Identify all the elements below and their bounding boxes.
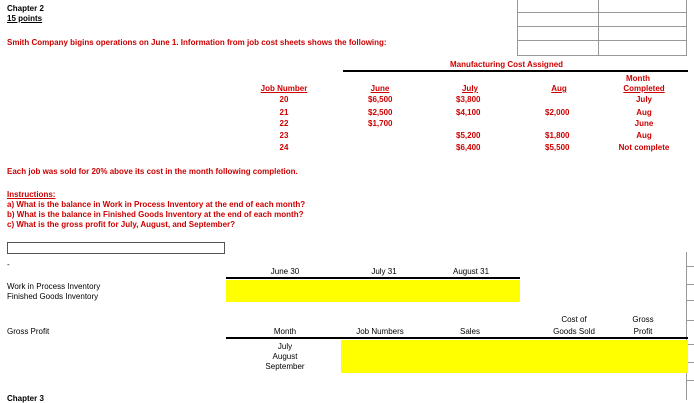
sale-note: Each job was sold for 20% above its cost in the month following completion. [7, 167, 298, 176]
col-month: Month [273, 327, 297, 336]
col-cogs-line1: Cost of [561, 315, 587, 324]
answer-box[interactable] [7, 242, 225, 254]
gross-profit-answer-area[interactable] [341, 340, 688, 373]
month-august: August [272, 352, 298, 361]
instruction-b: b) What is the balance in Finished Goods Inventory at the end of each month? [7, 210, 304, 219]
balances-rule [226, 277, 520, 279]
col-aug: Aug [551, 84, 567, 93]
cost-group-rule [343, 70, 688, 72]
month-september: September [265, 362, 305, 371]
chapter-title: Chapter 2 [7, 4, 44, 13]
row-fg-inventory: Finished Goods Inventory [7, 292, 99, 301]
balances-answer-area[interactable] [226, 280, 520, 302]
col-july-31: July 31 [371, 267, 397, 276]
col-completed: Completed [623, 84, 665, 93]
month-july: July [277, 342, 293, 351]
points-label: 15 points [7, 14, 43, 23]
col-june: June [370, 84, 390, 93]
col-gp-line1: Gross [632, 315, 654, 324]
col-job-number: Job Number [260, 84, 308, 93]
dash-mark: - [7, 260, 10, 269]
col-august-31: August 31 [452, 267, 490, 276]
next-chapter-title: Chapter 3 [7, 394, 44, 403]
col-july: July [461, 84, 478, 93]
col-gp-line2: Profit [633, 327, 653, 336]
row-wip-inventory: Work in Process Inventory [7, 282, 101, 291]
gross-profit-rule [226, 337, 688, 339]
col-cogs-line2: Goods Sold [553, 327, 595, 336]
gross-profit-label: Gross Profit [7, 327, 50, 336]
instructions-title: Instructions: [7, 190, 56, 199]
instruction-c: c) What is the gross profit for July, August, and September? [7, 220, 236, 229]
col-sales: Sales [459, 327, 480, 336]
col-june-30: June 30 [270, 267, 300, 276]
instruction-a: a) What is the balance in Work in Process Inventory at the end of each month? [7, 200, 306, 209]
cost-group-title: Manufacturing Cost Assigned [450, 60, 564, 69]
month-completed-line1: Month [626, 74, 650, 83]
col-job-numbers: Job Numbers [356, 327, 404, 336]
intro-text: Smith Company bigins operations on June 1. Information from job cost sheets shows the following: [7, 38, 387, 47]
